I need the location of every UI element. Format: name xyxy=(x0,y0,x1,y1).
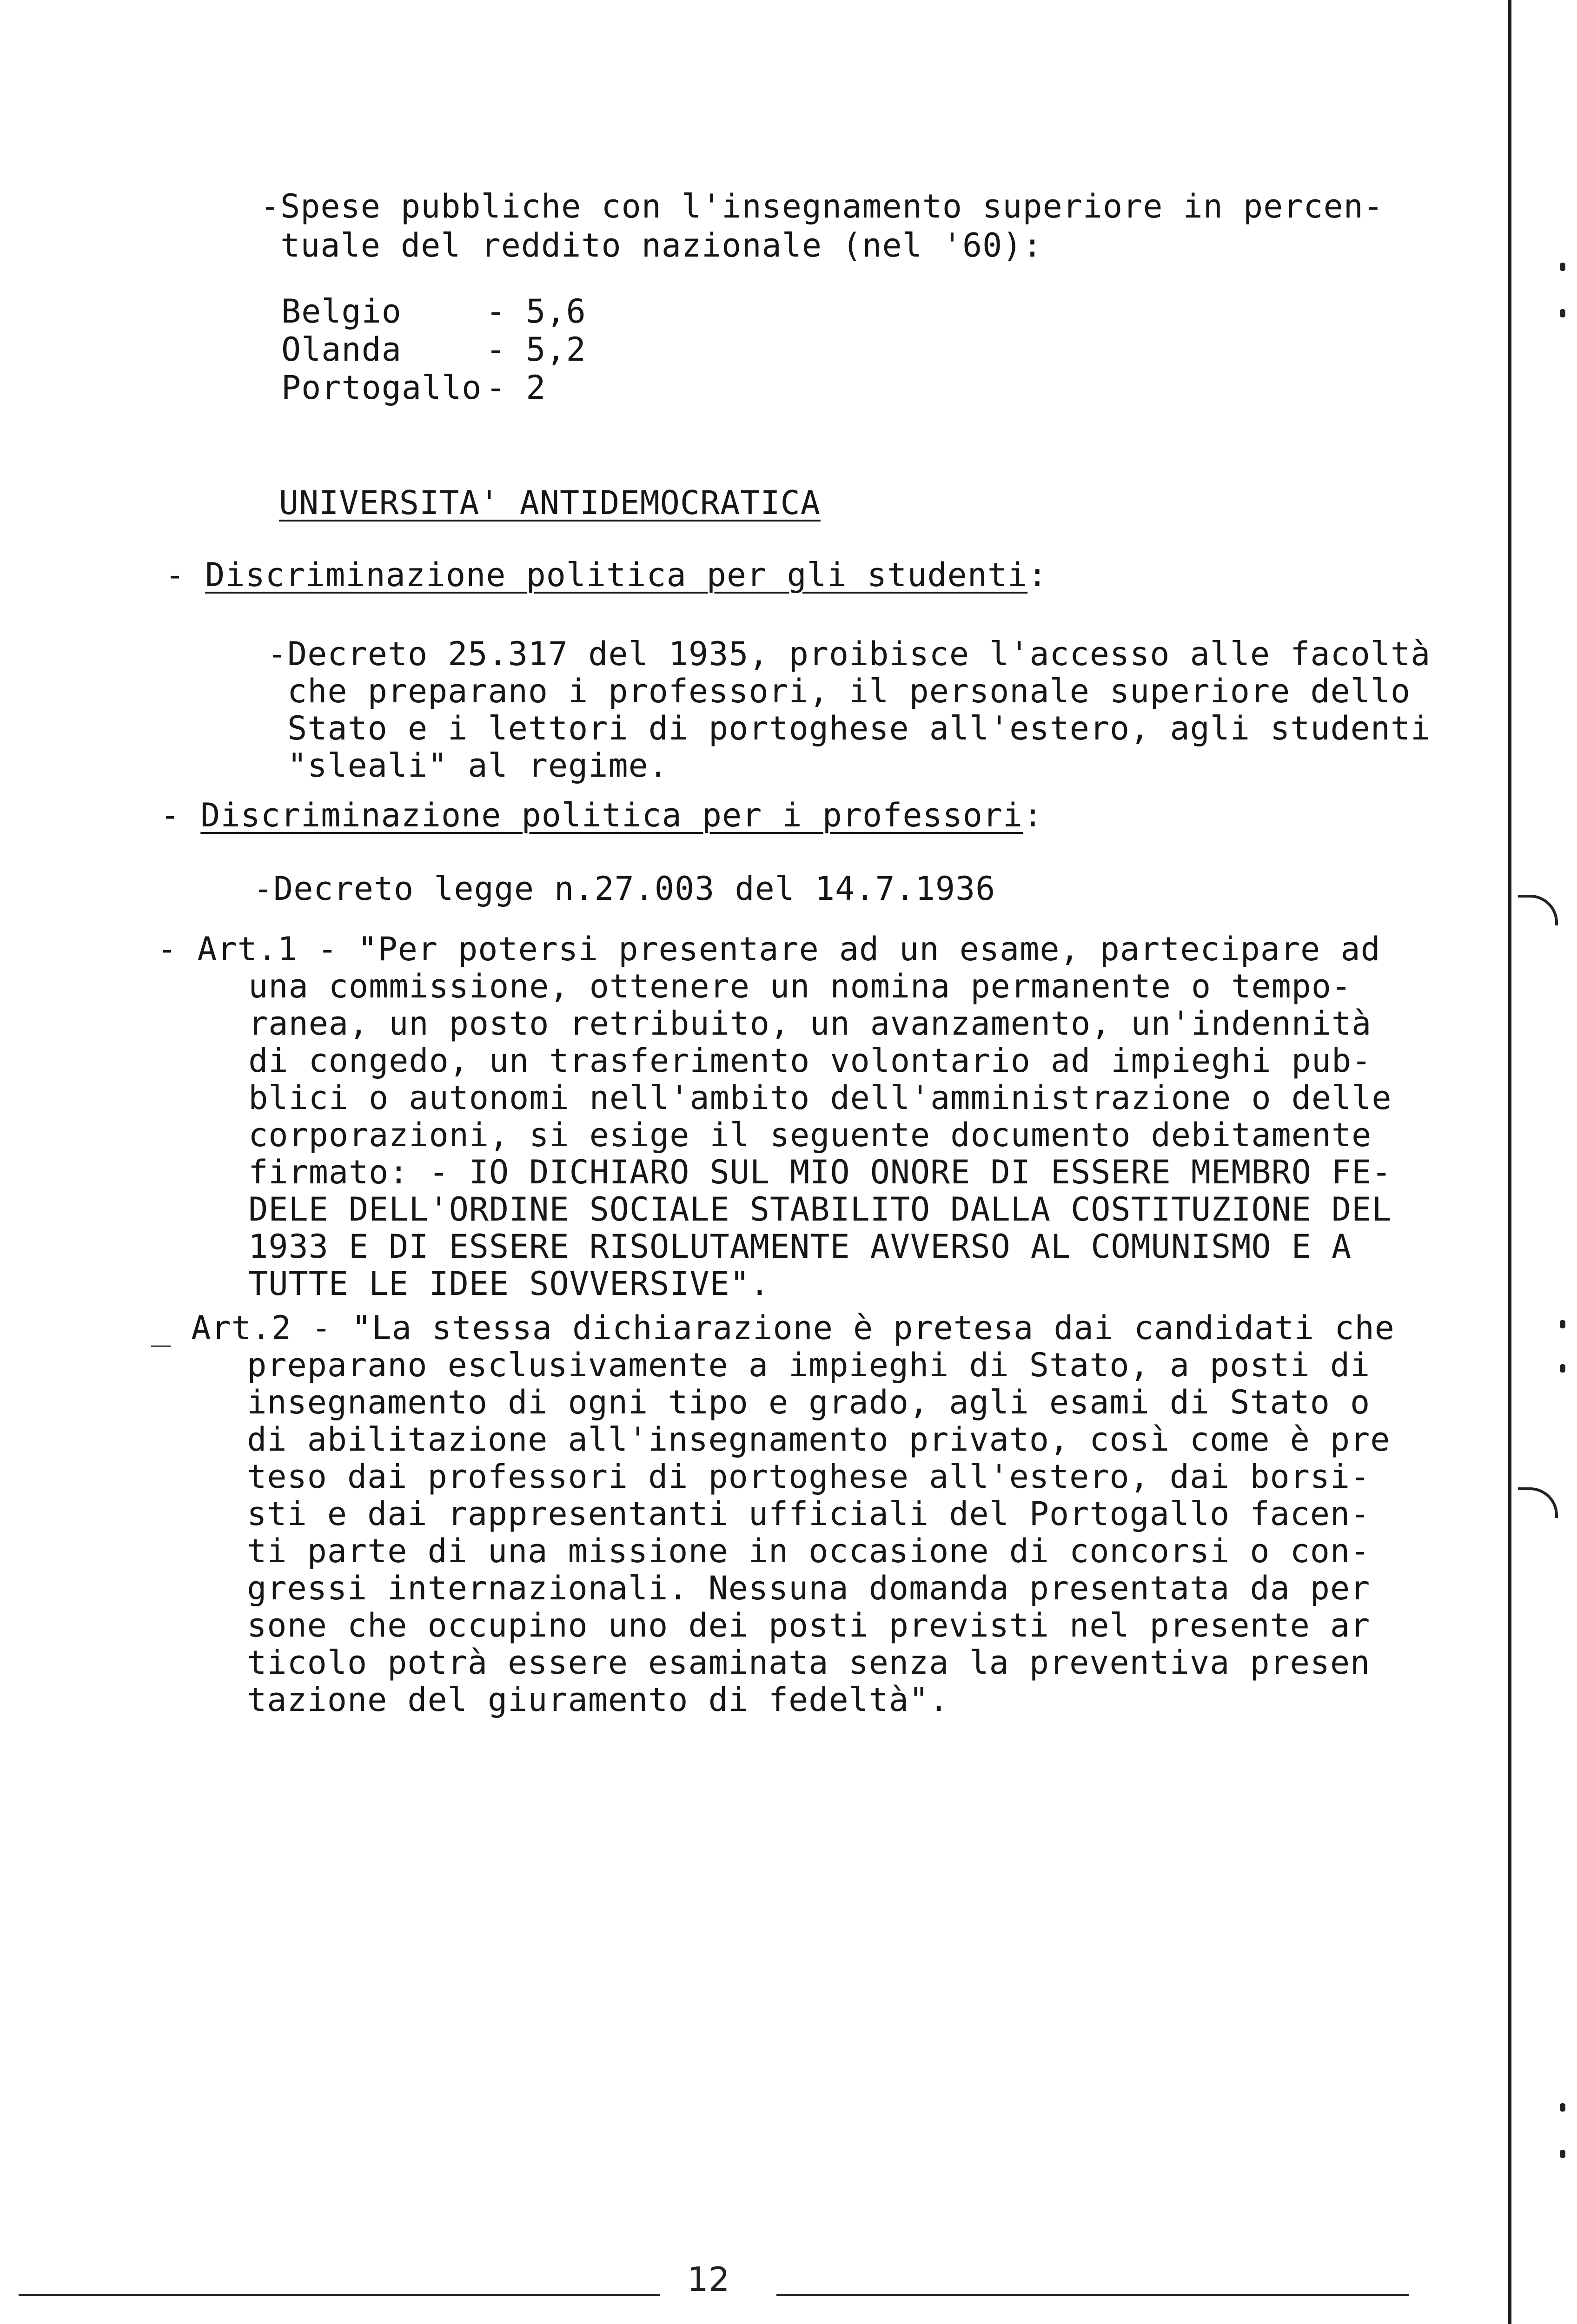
margin-dot xyxy=(1560,2103,1565,2112)
spese-heading-line-1: -Spese pubbliche con l'insegnamento superiore in percen- xyxy=(260,187,1384,225)
art2-line: sone che occupino uno dei posti previsti nel presente ar xyxy=(207,1606,1371,1644)
art1-line: - Art.1 - "Per potersi presentare ad un esame, partecipare ad xyxy=(157,930,1381,968)
spese-heading-line-2: tuale del reddito nazionale (nel '60): xyxy=(260,226,1043,264)
art2-line: ticolo potrà essere esaminata senza la preventiva presen xyxy=(207,1644,1371,1682)
art2-line: tazione del giuramento di fedeltà". xyxy=(207,1681,949,1719)
discr-professori-title: Discriminazione politica per i professori xyxy=(200,796,1023,834)
art2-line: preparano esclusivamente a impieghi di Stato, a posti di xyxy=(207,1346,1371,1384)
margin-dot xyxy=(1560,2150,1565,2158)
art1-line: firmato: - IO DICHIARO SUL MIO ONORE DI ESSERE MEMBRO FE- xyxy=(208,1153,1392,1191)
art1-line: di congedo, un trasferimento volontario ad impieghi pub- xyxy=(208,1042,1372,1080)
art2-line: teso dai professori di portoghese all'estero, dai borsi- xyxy=(207,1458,1371,1496)
art2-line: ti parte di una missione in occasione di concorsi o con- xyxy=(207,1532,1371,1570)
country-row-value: - 5,2 xyxy=(486,330,586,369)
section-title: UNIVERSITA' ANTIDEMOCRATICA xyxy=(279,484,821,522)
footer-rule-right xyxy=(776,2294,1409,2296)
margin-dot xyxy=(1560,263,1565,271)
art2-line: insegnamento di ogni tipo e grado, agli esami di Stato o xyxy=(207,1383,1371,1421)
country-row-value: - 5,6 xyxy=(486,292,586,330)
discr-studenti-heading xyxy=(165,555,1047,594)
art1-line: una commissione, ottenere un nomina permanente o tempo- xyxy=(208,967,1352,1005)
dash-prefix: - xyxy=(160,796,201,834)
colon: : xyxy=(1027,556,1048,594)
country-row-label: Belgio xyxy=(281,292,402,330)
art2-line: _ Art.2 - "La stessa dichiarazione è pretesa dai candidati che xyxy=(151,1309,1395,1347)
country-row-value: - 2 xyxy=(486,369,546,407)
discr-studenti-body-line: Stato e i lettori di portoghese all'estero, agli studenti xyxy=(267,709,1431,747)
art2-line: sti e dai rappresentanti ufficiali del Portogallo facen- xyxy=(207,1495,1371,1533)
margin-arc xyxy=(1518,1487,1558,1518)
discr-studenti-title: Discriminazione politica per gli studenti xyxy=(205,556,1028,594)
dash-prefix: - xyxy=(165,556,205,594)
art1-line: 1933 E DI ESSERE RISOLUTAMENTE AVVERSO AL COMUNISMO E A xyxy=(208,1228,1352,1266)
art1-line: corporazioni, si esige il seguente documento debitamente xyxy=(208,1116,1372,1154)
art1-line: ranea, un posto retribuito, un avanzamento, un'indennità xyxy=(208,1004,1372,1043)
discr-professori-heading xyxy=(160,796,1043,835)
art1-line: TUTTE LE IDEE SOVVERSIVE". xyxy=(208,1265,770,1303)
decreto-legge: -Decreto legge n.27.003 del 14.7.1936 xyxy=(253,870,996,908)
margin-dot xyxy=(1560,1364,1565,1373)
art2-line: di abilitazione all'insegnamento privato, così come è pre xyxy=(207,1420,1391,1459)
discr-studenti-body-line: che preparano i professori, il personale superiore dello xyxy=(267,672,1411,710)
colon: : xyxy=(1023,796,1043,834)
margin-dot xyxy=(1560,309,1565,317)
page-number: 12 xyxy=(687,2260,730,2299)
footer-rule-left xyxy=(19,2294,660,2296)
margin-dot xyxy=(1560,1320,1565,1328)
margin-arc xyxy=(1518,895,1558,925)
art1-line: DELE DELL'ORDINE SOCIALE STABILITO DALLA COSTITUZIONE DEL xyxy=(208,1190,1392,1228)
right-margin-line xyxy=(1508,0,1511,2324)
art2-line: gressi internazionali. Nessuna domanda presentata da per xyxy=(207,1569,1371,1607)
discr-studenti-body-line: "sleali" al regime. xyxy=(267,746,669,785)
discr-studenti-body-line: -Decreto 25.317 del 1935, proibisce l'accesso alle facoltà xyxy=(267,635,1431,673)
country-row-label: Portogallo xyxy=(281,369,482,407)
country-row-label: Olanda xyxy=(281,330,402,369)
art1-line: blici o autonomi nell'ambito dell'amministrazione o delle xyxy=(208,1079,1392,1117)
